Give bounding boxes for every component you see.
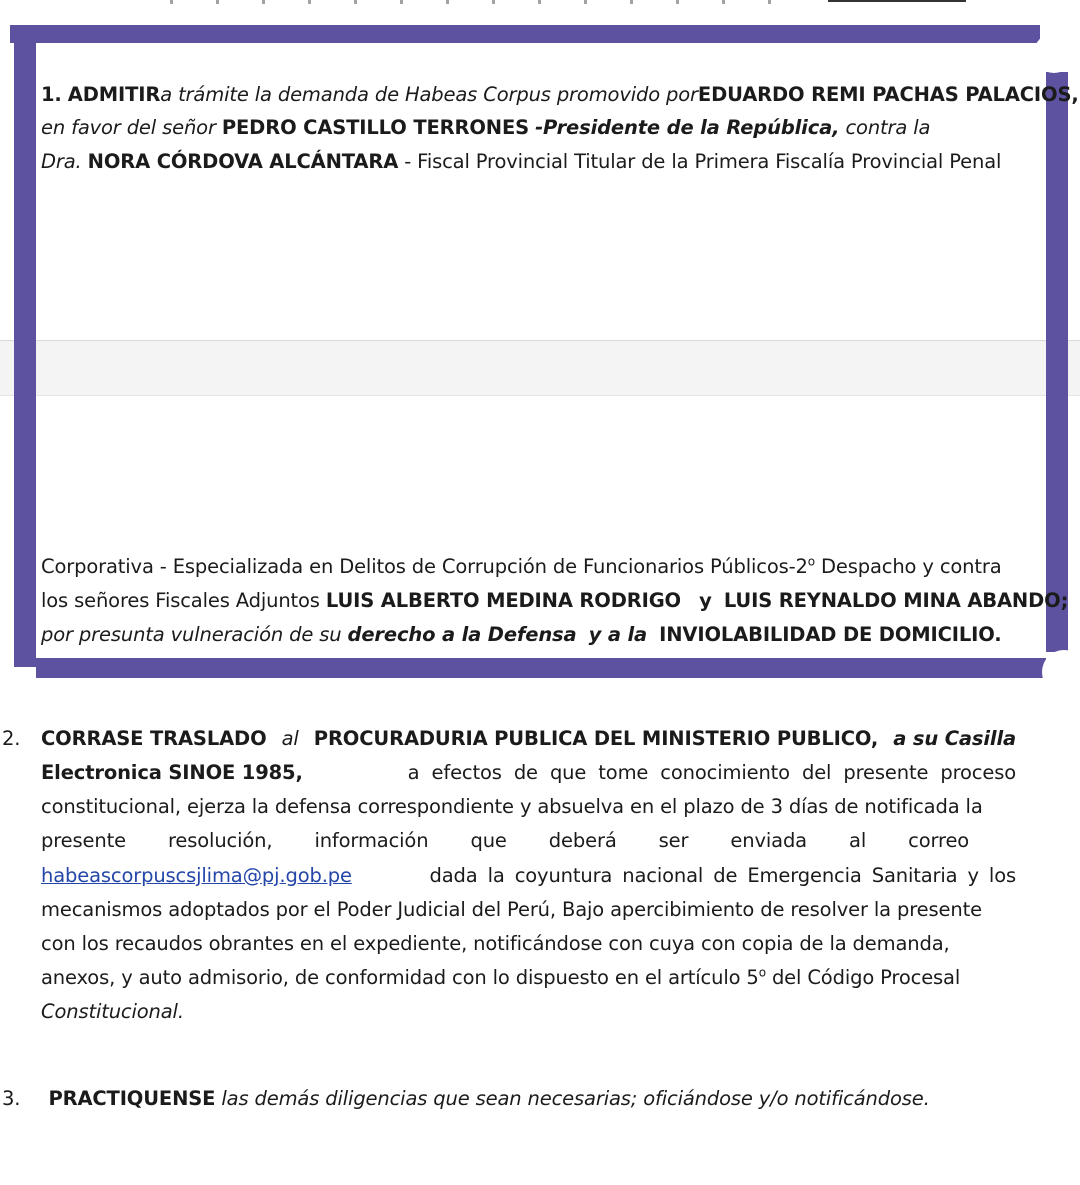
- item-number: 3.: [2, 1087, 21, 1110]
- casilla-text: a su Casilla: [893, 727, 1016, 750]
- casilla-text: Electronica SINOE 1985,: [41, 761, 303, 784]
- inviolabilidad-text: INVIOLABILIDAD DE DOMICILIO.: [659, 623, 1002, 646]
- item1-text: Dra.: [41, 150, 82, 173]
- item1-line: [41, 586, 1069, 616]
- item2-text: presente resolución, información que deberá ser enviada al correo: [41, 829, 970, 852]
- item1-text: contra la: [845, 116, 931, 139]
- page-gap-band: [0, 340, 1080, 396]
- admitir-keyword: ADMITIR: [67, 83, 161, 106]
- conjunction: y a la: [588, 623, 648, 646]
- item1-text: en favor del señor: [41, 116, 216, 139]
- item2-line: [41, 861, 1016, 891]
- item2-line: [41, 929, 1016, 959]
- item2-text: con los recaudos obrantes en el expediente, notificándose con cuya con copia de la demanda,: [41, 932, 950, 955]
- ordinal-sup: o: [758, 965, 766, 980]
- conjunction: y: [699, 589, 712, 612]
- item2-line: [41, 963, 1016, 993]
- item-number: 1.: [41, 83, 62, 106]
- email-link[interactable]: habeascorpuscsjlima@pj.gob.pe: [41, 864, 352, 887]
- item2-text: Constitucional.: [41, 1000, 184, 1023]
- cargo-text: -Presidente de la República,: [535, 116, 840, 139]
- item1-text: - Fiscal Provincial Titular de la Primera Fiscalía Provincial Penal: [404, 150, 1002, 173]
- highlight-frame-right: [1046, 72, 1068, 652]
- item-number: 2.: [2, 727, 21, 750]
- item2-line: [41, 895, 1016, 925]
- item2-number: [2, 724, 32, 754]
- frame-corner-notch: [0, 648, 12, 678]
- item1-text: Despacho y contra: [821, 555, 1002, 578]
- highlight-frame-left: [14, 35, 36, 667]
- item3-text: las demás diligencias que sean necesarias; oficiándose y/o notificándose.: [221, 1087, 930, 1110]
- item1-line: [0, 80, 1080, 110]
- item2-text: a efectos de que tome conocimiento del presente proceso: [407, 761, 1016, 784]
- item1-line: [41, 113, 1021, 143]
- signature-rule: [828, 0, 966, 2]
- highlight-frame-top: [10, 25, 1040, 43]
- item2-line: [41, 758, 1016, 788]
- item2-text: dada la coyuntura nacional de Emergencia Sanitaria y los: [429, 864, 1016, 887]
- frame-corner-notch: [1042, 650, 1080, 694]
- item2-line: [41, 997, 1016, 1027]
- item1-line: [41, 552, 1021, 582]
- derecho-text: derecho a la Defensa: [347, 623, 577, 646]
- item2-text: constitucional, ejerza la defensa correspondiente y absuelva en el plazo de 3 días de notificada la: [41, 795, 983, 818]
- cut-text-line: [170, 0, 810, 4]
- item2-line: [41, 826, 1016, 856]
- item1-text: por presunta vulneración de su: [41, 623, 342, 646]
- highlight-frame-bottom: [36, 658, 1046, 678]
- procuraduria-name: PROCURADURIA PUBLICA DEL MINISTERIO PUBLICO,: [313, 727, 879, 750]
- corrase-keyword: CORRASE TRASLADO: [41, 727, 267, 750]
- practiquense-keyword: PRACTIQUENSE: [48, 1087, 216, 1110]
- item1-text: los señores Fiscales Adjuntos: [41, 589, 320, 612]
- item1-line: [41, 620, 1021, 650]
- item2-text: mecanismos adoptados por el Poder Judicial del Perú, Bajo apercibimiento de resolver la presente: [41, 898, 982, 921]
- item3-line: [2, 1084, 1002, 1114]
- item2-text: del Código Procesal: [771, 966, 961, 989]
- item1-line: [41, 147, 1021, 177]
- item1-text: a trámite la demanda de Habeas Corpus promovido por: [160, 83, 698, 106]
- item2-line: [41, 792, 1016, 822]
- promovente-name: EDUARDO REMI PACHAS PALACIOS,: [697, 83, 1079, 106]
- adjunto2-name: LUIS REYNALDO MINA ABANDO;: [723, 589, 1069, 612]
- frame-corner-notch: [1034, 33, 1074, 73]
- ordinal-sup: o: [807, 554, 815, 569]
- item1-text: Corporativa - Especializada en Delitos de Corrupción de Funcionarios Públicos-2: [41, 555, 808, 578]
- previous-page-remnant: [0, 0, 1080, 10]
- demandada-name: NORA CÓRDOVA ALCÁNTARA: [87, 150, 399, 173]
- adjunto1-name: LUIS ALBERTO MEDINA RODRIGO: [325, 589, 681, 612]
- item2-text: al: [281, 727, 299, 750]
- item2-text: anexos, y auto admisorio, de conformidad con lo dispuesto en el artículo 5: [41, 966, 759, 989]
- item2-line: [41, 724, 1016, 754]
- favorecido-name: PEDRO CASTILLO TERRONES: [221, 116, 530, 139]
